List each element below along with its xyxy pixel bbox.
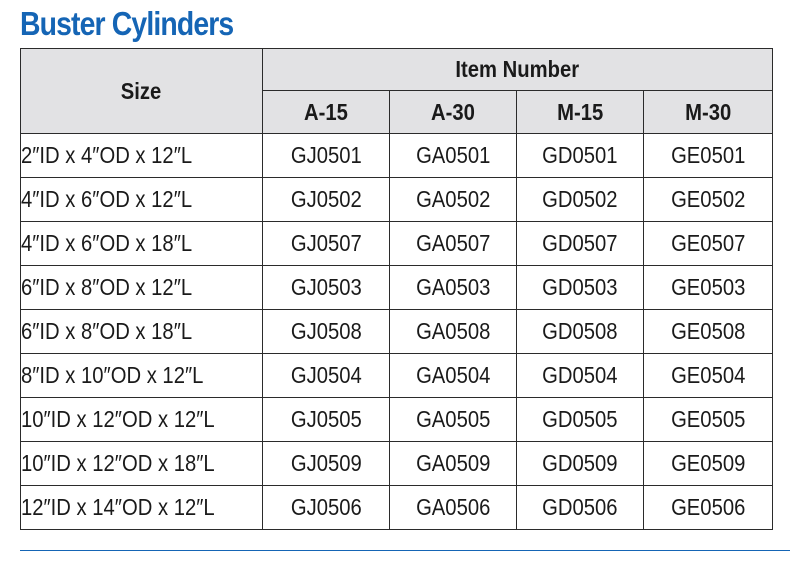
item-number-cell bbox=[517, 442, 644, 486]
item-number-cell bbox=[390, 398, 517, 442]
size-column-header bbox=[21, 49, 263, 134]
item-number-value: GA0507 bbox=[415, 230, 491, 256]
item-number-value: GJ0507 bbox=[290, 230, 362, 256]
item-number-cell bbox=[644, 398, 773, 442]
item-number-cell bbox=[517, 266, 644, 310]
table-row bbox=[21, 310, 773, 354]
item-number-cell bbox=[263, 222, 390, 266]
table-row bbox=[21, 266, 773, 310]
item-number-cell bbox=[644, 222, 773, 266]
size-value: 4″ID x 6″OD x 12″L bbox=[21, 186, 193, 212]
item-number-cell bbox=[644, 178, 773, 222]
size-value: 6″ID x 8″OD x 18″L bbox=[21, 318, 193, 344]
size-cell bbox=[21, 266, 263, 310]
item-number-cell bbox=[390, 134, 517, 178]
size-cell bbox=[21, 398, 263, 442]
item-number-cell bbox=[263, 354, 390, 398]
column-header-label: M-15 bbox=[556, 98, 604, 125]
item-number-value: GA0506 bbox=[415, 494, 491, 520]
item-number-value: GJ0503 bbox=[290, 274, 362, 300]
item-number-cell bbox=[263, 310, 390, 354]
size-value: 12″ID x 14″OD x 12″L bbox=[21, 494, 215, 520]
item-number-value: GA0502 bbox=[415, 186, 491, 212]
size-cell bbox=[21, 354, 263, 398]
item-number-cell bbox=[517, 398, 644, 442]
column-header-a30 bbox=[390, 91, 517, 134]
item-number-cell bbox=[263, 178, 390, 222]
item-number-value: GE0507 bbox=[670, 230, 746, 256]
size-value: 10″ID x 12″OD x 12″L bbox=[21, 406, 215, 432]
item-number-value: GE0503 bbox=[670, 274, 746, 300]
item-number-cell bbox=[517, 354, 644, 398]
item-number-value: GA0504 bbox=[415, 362, 491, 388]
header-row-top bbox=[21, 49, 773, 91]
item-number-cell bbox=[517, 222, 644, 266]
item-number-value: GE0504 bbox=[670, 362, 746, 388]
item-number-value: GA0503 bbox=[415, 274, 491, 300]
size-value: 6″ID x 8″OD x 12″L bbox=[21, 274, 193, 300]
item-number-value: GD0504 bbox=[542, 362, 618, 388]
item-number-cell bbox=[390, 266, 517, 310]
size-cell bbox=[21, 442, 263, 486]
table-row bbox=[21, 222, 773, 266]
size-cell bbox=[21, 134, 263, 178]
table-row bbox=[21, 354, 773, 398]
item-number-value: GD0503 bbox=[542, 274, 618, 300]
item-number-cell bbox=[517, 178, 644, 222]
table-row bbox=[21, 486, 773, 530]
size-header-label: Size bbox=[121, 77, 162, 104]
item-number-value: GE0502 bbox=[670, 186, 746, 212]
item-number-value: GJ0509 bbox=[290, 450, 362, 476]
column-header-m15 bbox=[517, 91, 644, 134]
buster-cylinders-table bbox=[20, 48, 773, 530]
size-value: 2″ID x 4″OD x 12″L bbox=[21, 142, 193, 168]
item-number-value: GJ0504 bbox=[290, 362, 362, 388]
item-number-cell bbox=[390, 486, 517, 530]
item-number-cell bbox=[390, 178, 517, 222]
column-header-a15 bbox=[263, 91, 390, 134]
item-number-value: GA0501 bbox=[415, 142, 491, 168]
size-value: 10″ID x 12″OD x 18″L bbox=[21, 450, 215, 476]
item-number-value: GE0506 bbox=[670, 494, 746, 520]
table-row bbox=[21, 134, 773, 178]
item-number-header-label: Item Number bbox=[455, 56, 580, 82]
column-header-label: A-15 bbox=[304, 98, 348, 125]
item-number-value: GD0508 bbox=[542, 318, 618, 344]
item-number-value: GJ0505 bbox=[290, 406, 362, 432]
item-number-cell bbox=[644, 442, 773, 486]
item-number-value: GD0502 bbox=[542, 186, 618, 212]
column-header-label: M-30 bbox=[684, 98, 732, 125]
item-number-value: GJ0501 bbox=[290, 142, 362, 168]
item-number-value: GD0501 bbox=[542, 142, 618, 168]
table-header bbox=[21, 49, 773, 134]
table-row bbox=[21, 442, 773, 486]
item-number-cell bbox=[644, 266, 773, 310]
item-number-value: GJ0502 bbox=[290, 186, 362, 212]
size-cell bbox=[21, 222, 263, 266]
item-number-cell bbox=[263, 266, 390, 310]
item-number-cell bbox=[263, 398, 390, 442]
size-value: 8″ID x 10″OD x 12″L bbox=[21, 362, 204, 388]
table-row bbox=[21, 178, 773, 222]
page-title: Buster Cylinders bbox=[20, 5, 234, 42]
item-number-cell bbox=[263, 442, 390, 486]
size-cell bbox=[21, 178, 263, 222]
item-number-cell bbox=[644, 134, 773, 178]
item-number-value: GE0505 bbox=[670, 406, 746, 432]
size-cell bbox=[21, 486, 263, 530]
item-number-cell bbox=[390, 354, 517, 398]
item-number-cell bbox=[263, 486, 390, 530]
item-number-cell bbox=[644, 354, 773, 398]
item-number-group-header bbox=[263, 49, 773, 91]
item-number-cell bbox=[517, 486, 644, 530]
bottom-divider bbox=[20, 550, 790, 551]
item-number-value: GA0505 bbox=[415, 406, 491, 432]
item-number-value: GA0508 bbox=[415, 318, 491, 344]
item-number-value: GA0509 bbox=[415, 450, 491, 476]
item-number-value: GJ0508 bbox=[290, 318, 362, 344]
size-cell bbox=[21, 310, 263, 354]
item-number-cell bbox=[517, 134, 644, 178]
item-number-cell bbox=[390, 222, 517, 266]
table-body bbox=[21, 134, 773, 530]
item-number-value: GD0507 bbox=[542, 230, 618, 256]
item-number-value: GE0501 bbox=[670, 142, 746, 168]
size-value: 4″ID x 6″OD x 18″L bbox=[21, 230, 193, 256]
item-number-cell bbox=[390, 442, 517, 486]
item-number-cell bbox=[390, 310, 517, 354]
item-number-value: GD0509 bbox=[542, 450, 618, 476]
item-number-value: GE0509 bbox=[670, 450, 746, 476]
item-number-value: GE0508 bbox=[670, 318, 746, 344]
item-number-cell bbox=[644, 486, 773, 530]
item-number-value: GJ0506 bbox=[290, 494, 362, 520]
item-number-value: GD0505 bbox=[542, 406, 618, 432]
item-number-cell bbox=[517, 310, 644, 354]
column-header-m30 bbox=[644, 91, 773, 134]
column-header-label: A-30 bbox=[431, 98, 475, 125]
item-number-cell bbox=[263, 134, 390, 178]
table-row bbox=[21, 398, 773, 442]
item-number-cell bbox=[644, 310, 773, 354]
item-number-value: GD0506 bbox=[542, 494, 618, 520]
